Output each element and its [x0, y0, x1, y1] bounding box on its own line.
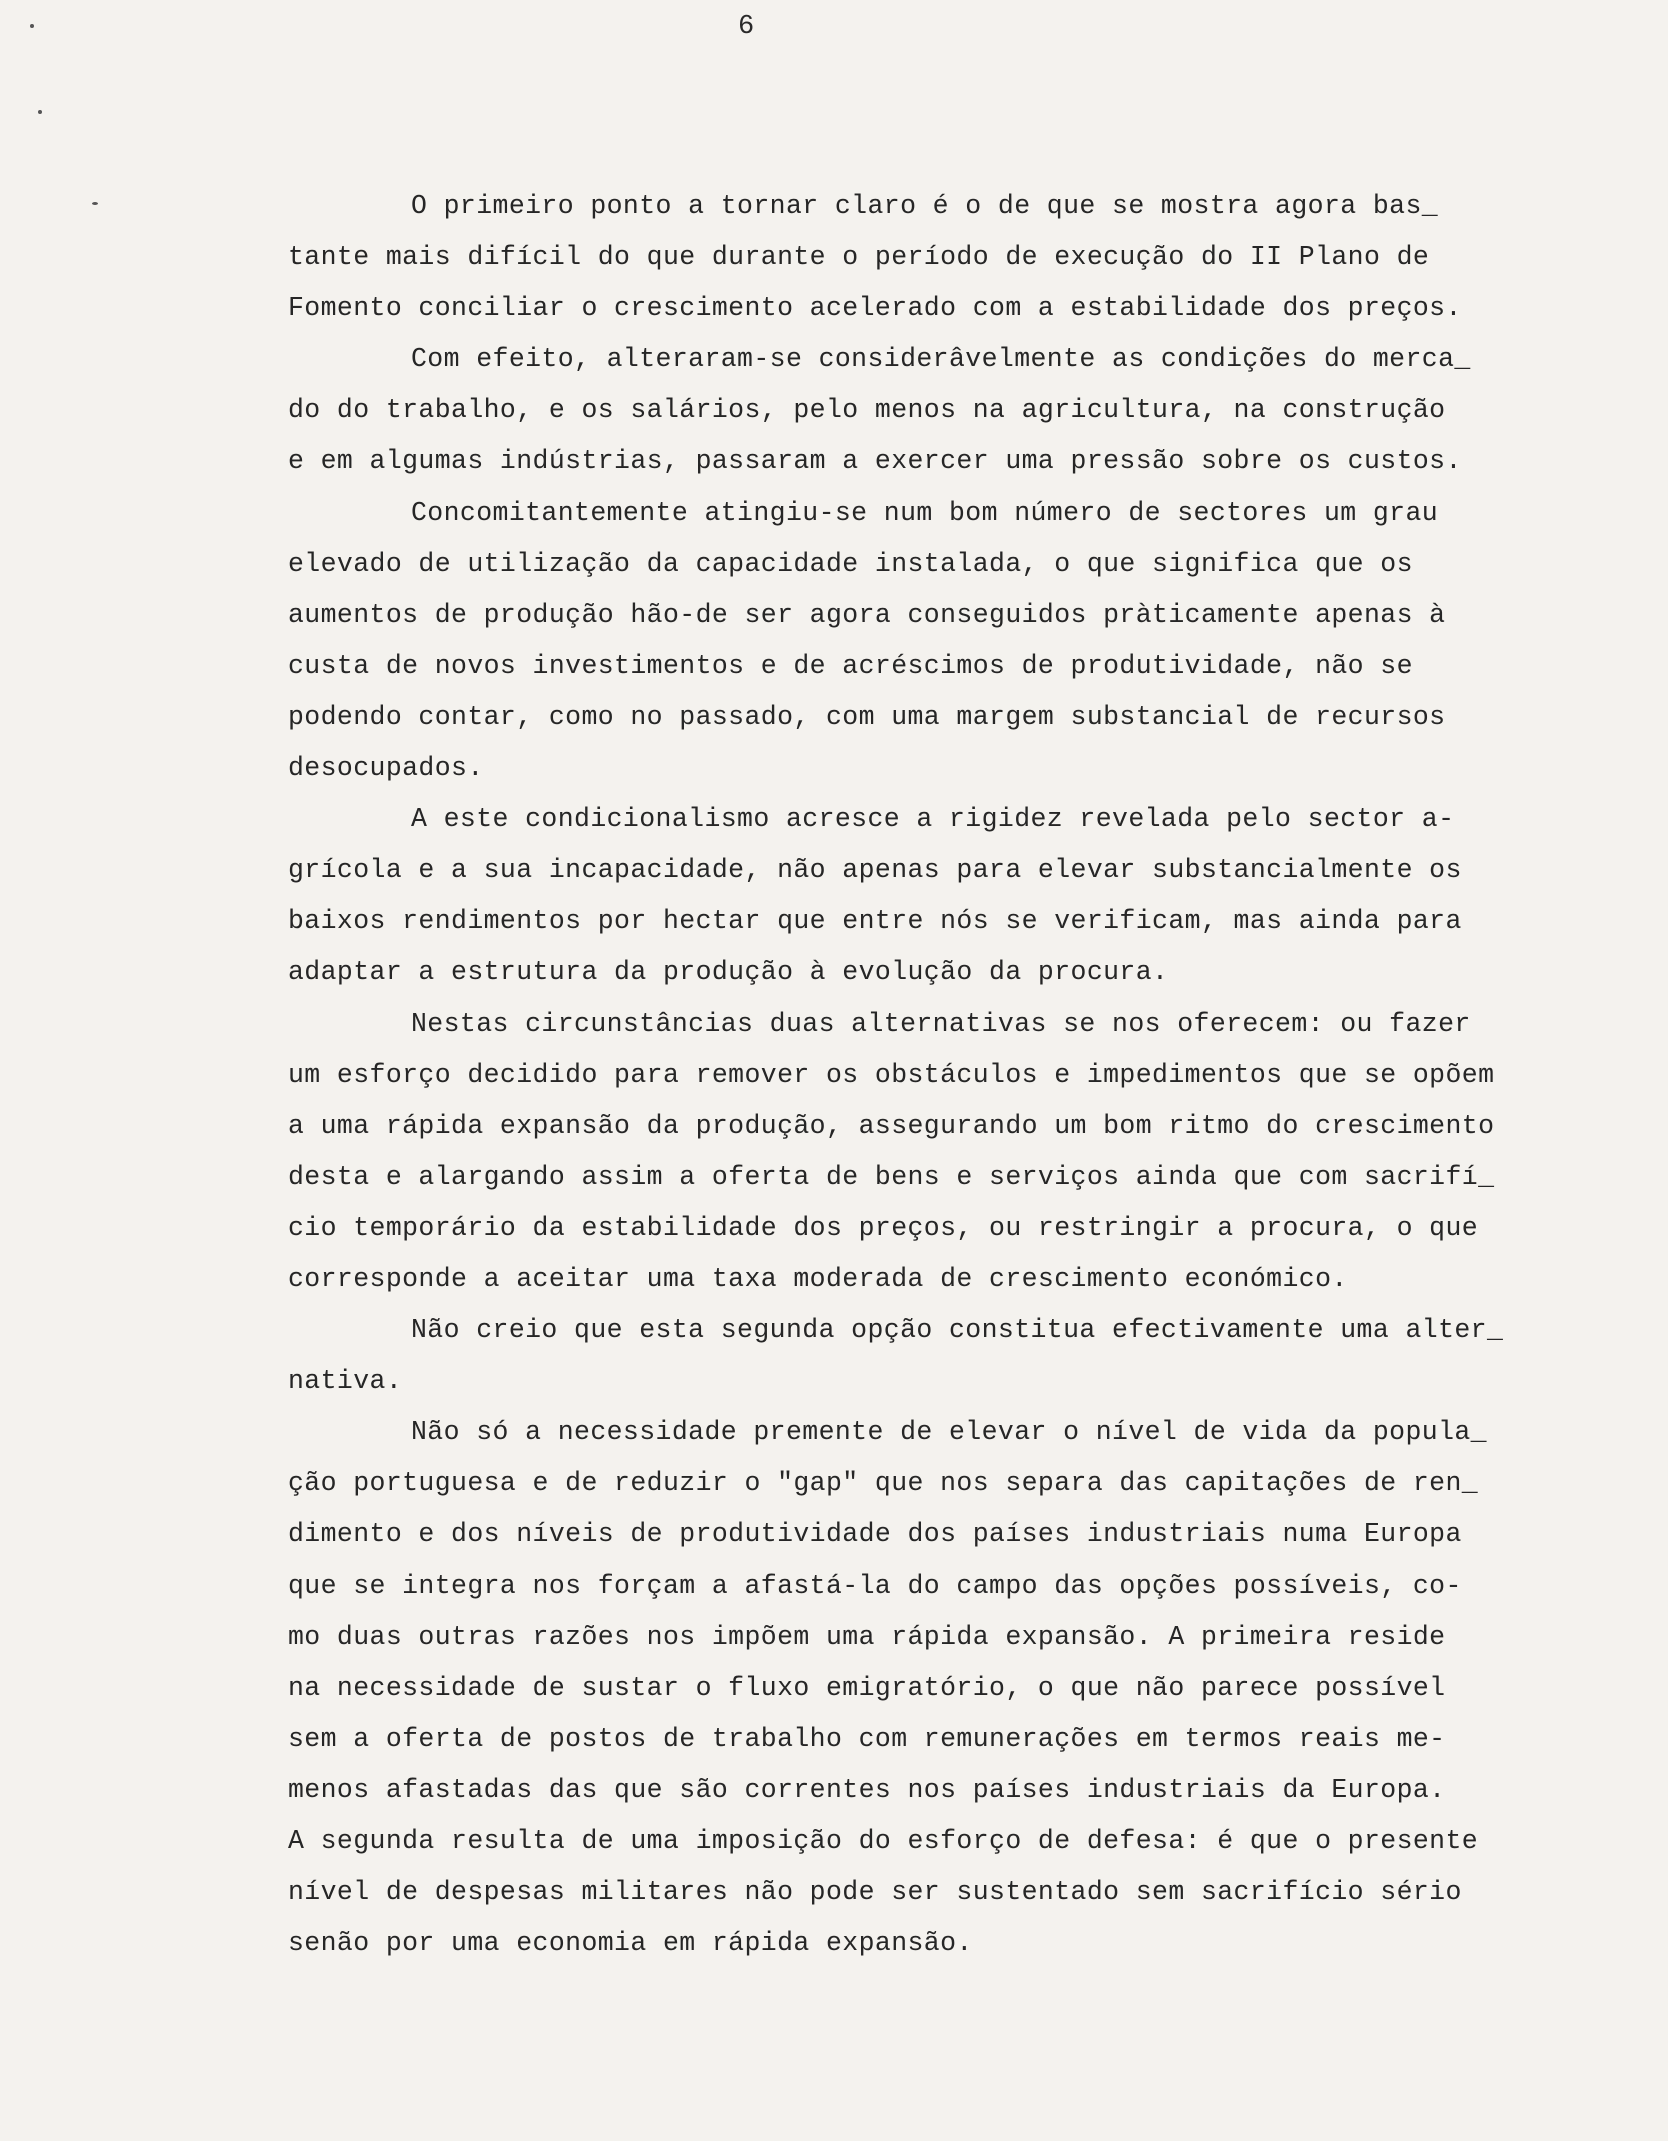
- text-line: podendo contar, como no passado, com uma margem substancial de recursos: [288, 701, 1446, 732]
- text-line: aumentos de produção hão-de ser agora conseguidos pràticamente apenas à: [288, 599, 1446, 630]
- text-line: A segunda resulta de uma imposição do esforço de defesa: é que o presente: [288, 1826, 1479, 1856]
- body-text: [288, 181, 1618, 1969]
- text-line: nível de despesas militares não pode ser sustentado sem sacrifício sério: [288, 1877, 1462, 1908]
- text-line: A este condicionalismo acresce a rigidez revelada pelo sector a-: [411, 804, 1455, 835]
- text-line: ção portuguesa e de reduzir o "gap" que nos separa das capitações de ren_: [288, 1468, 1479, 1499]
- text-line: tante mais difícil do que durante o período de execução do II Plano de: [288, 242, 1430, 273]
- page-number: 6: [738, 12, 755, 42]
- text-line: dimento e dos níveis de produtividade dos países industriais numa Europa: [288, 1519, 1462, 1550]
- text-line: cio temporário da estabilidade dos preços, ou restringir a procura, o que: [288, 1212, 1479, 1243]
- text-line: senão por uma economia em rápida expansão.: [288, 1928, 973, 1959]
- text-line: um esforço decidido para remover os obstáculos e impedimentos que se opõem: [288, 1059, 1495, 1090]
- text-line: a uma rápida expansão da produção, assegurando um bom ritmo do crescimento: [288, 1110, 1495, 1141]
- text-line: menos afastadas das que são correntes nos países industriais da Europa.: [288, 1774, 1446, 1805]
- text-line: custa de novos investimentos e de acréscimos de produtividade, não se: [288, 650, 1413, 681]
- scan-speck: [38, 110, 42, 114]
- text-line: Não creio que esta segunda opção constitua efectivamente uma alter_: [411, 1315, 1504, 1346]
- scan-speck: [30, 24, 34, 28]
- text-line: do do trabalho, e os salários, pelo menos na agricultura, na construção: [288, 395, 1446, 426]
- text-line: nativa.: [288, 1366, 403, 1397]
- text-line: Não só a necessidade premente de elevar o nível de vida da popula_: [411, 1417, 1487, 1448]
- text-line: desocupados.: [288, 753, 484, 784]
- text-line: mo duas outras razões nos impõem uma rápida expansão. A primeira reside: [288, 1621, 1446, 1652]
- text-line: adaptar a estrutura da produção à evolução da procura.: [288, 957, 1169, 988]
- text-line: Nestas circunstâncias duas alternativas se nos oferecem: ou fazer: [411, 1008, 1471, 1039]
- text-line: O primeiro ponto a tornar claro é o de que se mostra agora bas_: [411, 191, 1439, 221]
- text-line: elevado de utilização da capacidade instalada, o que significa que os: [288, 548, 1413, 579]
- text-line: que se integra nos forçam a afastá-la do campo das opções possíveis, co-: [288, 1570, 1462, 1601]
- text-line: baixos rendimentos por hectar que entre nós se verificam, mas ainda para: [288, 906, 1462, 937]
- text-line: corresponde a aceitar uma taxa moderada de crescimento económico.: [288, 1263, 1348, 1294]
- text-line: desta e alargando assim a oferta de bens e serviços ainda que com sacrifí_: [288, 1161, 1495, 1192]
- text-line: sem a oferta de postos de trabalho com remunerações em termos reais me-: [288, 1723, 1446, 1754]
- text-line: Com efeito, alteraram-se considerâvelmente as condições do merca_: [411, 344, 1471, 375]
- text-line: Concomitantemente atingiu-se num bom número de sectores um grau: [411, 497, 1439, 528]
- text-line: na necessidade de sustar o fluxo emigratório, o que não parece possível: [288, 1672, 1446, 1703]
- text-line: grícola e a sua incapacidade, não apenas para elevar substancialmente os: [288, 855, 1462, 886]
- text-line: e em algumas indústrias, passaram a exercer uma pressão sobre os custos.: [288, 446, 1462, 477]
- text-line: Fomento conciliar o crescimento acelerado com a estabilidade dos preços.: [288, 293, 1462, 324]
- scan-speck: [92, 202, 98, 205]
